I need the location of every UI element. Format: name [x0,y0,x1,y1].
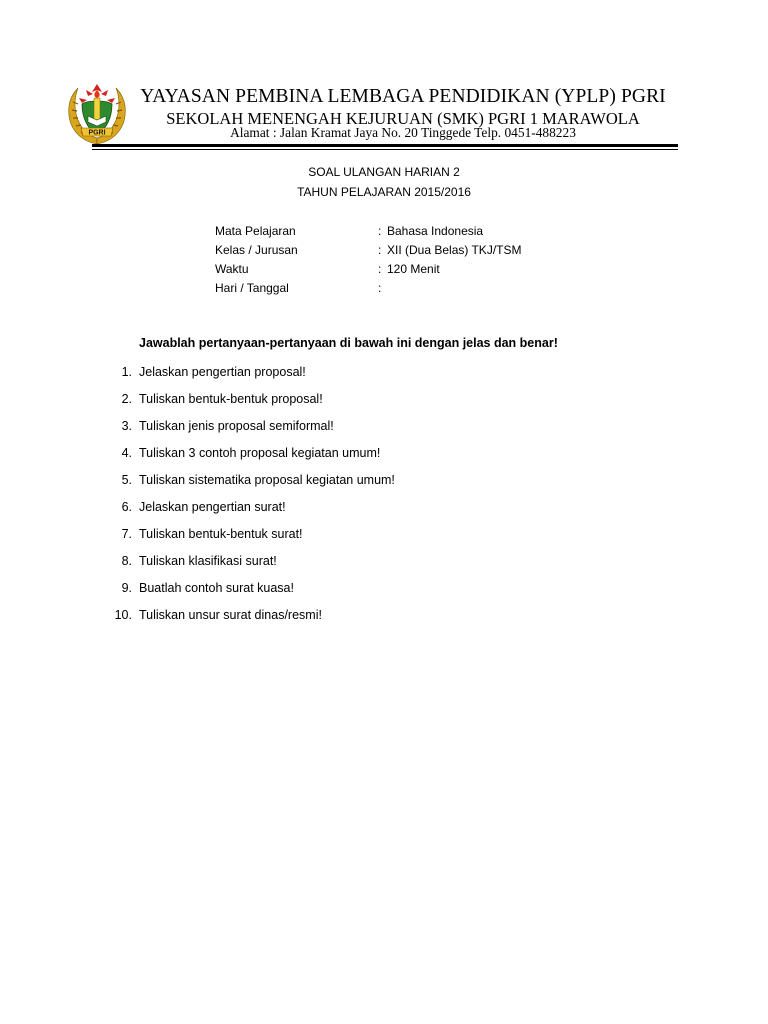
info-colon: : [378,281,382,295]
info-colon: : [378,262,382,276]
question-text: Tuliskan klasifikasi surat! [139,554,277,568]
question-number: 6. [121,500,132,514]
question-text: Tuliskan bentuk-bentuk proposal! [139,392,323,406]
info-value: Bahasa Indonesia [387,224,484,238]
question-text: Tuliskan jenis proposal semiformal! [139,419,334,433]
info-value: XII (Dua Belas) TKJ/TSM [387,243,522,257]
question-item [100,551,660,578]
question-number: 9. [121,581,132,595]
info-label: Mata Pelajaran [215,224,296,238]
question-number: 7. [121,527,132,541]
question-text: Jelaskan pengertian proposal! [139,365,306,379]
question-text: Tuliskan 3 contoh proposal kegiatan umum! [139,446,381,460]
question-item [100,605,660,632]
question-number: 4. [121,446,132,460]
question-text: Tuliskan unsur surat dinas/resmi! [139,608,322,622]
school-name: SEKOLAH MENENGAH KEJURUAN (SMK) PGRI 1 MARAWOLA [166,109,640,128]
question-item [100,362,660,389]
letterhead-divider-thick [92,144,678,147]
question-item [100,443,660,470]
instruction: Jawablah pertanyaan-pertanyaan di bawah ini dengan jelas dan benar! [139,336,558,350]
question-number: 3. [121,419,132,433]
question-item [100,524,660,551]
letterhead-divider-thin [92,149,678,150]
question-list [100,362,660,632]
question-number: 5. [121,473,132,487]
question-number: 8. [121,554,132,568]
foundation-name: YAYASAN PEMBINA LEMBAGA PENDIDIKAN (YPLP) PGRI [140,86,666,107]
info-label: Waktu [215,262,249,276]
exam-title: SOAL ULANGAN HARIAN 2 [308,165,460,179]
school-address: Alamat : Jalan Kramat Jaya No. 20 Tinggede Telp. 0451-488223 [230,125,576,140]
question-item [100,389,660,416]
info-label: Hari / Tanggal [215,281,289,295]
info-colon: : [378,224,382,238]
exam-year: TAHUN PELAJARAN 2015/2016 [297,185,471,199]
question-item [100,416,660,443]
logo-text: PGRI [88,129,106,137]
question-text: Tuliskan bentuk-bentuk surat! [139,527,303,541]
info-colon: : [378,243,382,257]
question-item [100,578,660,605]
info-value: 120 Menit [387,262,440,276]
question-text: Jelaskan pengertian surat! [139,500,286,514]
info-label: Kelas / Jurusan [215,243,298,257]
pgri-emblem-icon [64,78,130,148]
question-item [100,497,660,524]
question-item [100,470,660,497]
question-text: Buatlah contoh surat kuasa! [139,581,294,595]
question-text: Tuliskan sistematika proposal kegiatan umum! [139,473,395,487]
question-number: 2. [121,392,132,406]
question-number: 10. [114,608,132,622]
question-number: 1. [121,365,132,379]
